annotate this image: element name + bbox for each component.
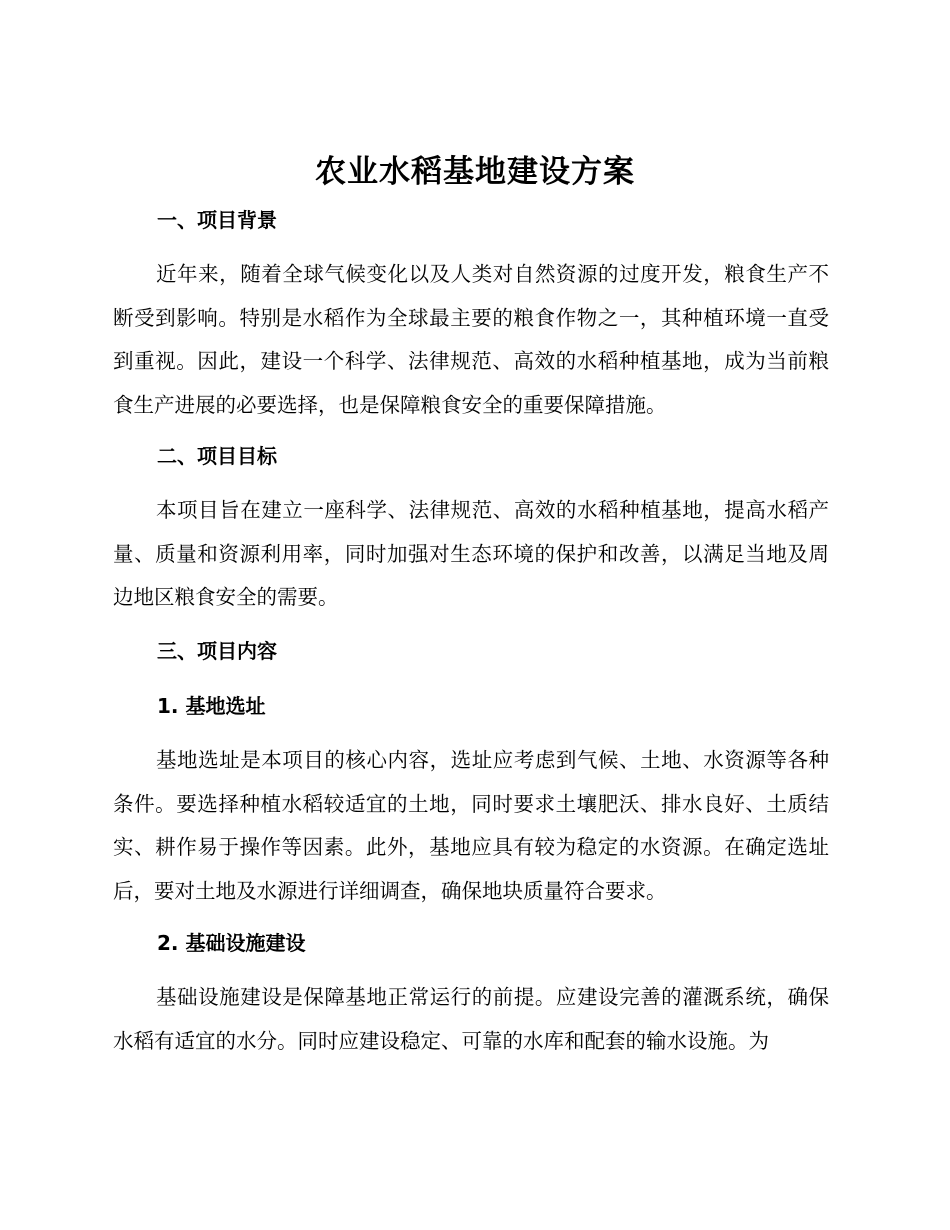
subsection-heading-site-selection: 1. 基地选址 <box>157 694 266 718</box>
section-paragraph-goals: 本项目旨在建立一座科学、法律规范、高效的水稻种植基地，提高水稻产量、质量和资源利用率，同时加强对生态环境的保护和改善，以满足当地及周边地区粮食安全的需要。 <box>113 498 829 609</box>
document-title: 农业水稻基地建设方案 <box>315 154 635 190</box>
subsection-heading-infrastructure: 2. 基础设施建设 <box>157 931 306 955</box>
section-heading-goals: 二、项目目标 <box>157 444 277 468</box>
subsection-paragraph-site-selection: 基地选址是本项目的核心内容，选址应考虑到气候、土地、水资源等各种条件。要选择种植水稻较适宜的土地，同时要求土壤肥沃、排水良好、土质结实、耕作易于操作等因素。此外，基地应具有较为稳定的水资源。在确定选址后，要对土地及水源进行详细调查，确保地块质量符合要求。 <box>113 748 829 903</box>
section-heading-background: 一、项目背景 <box>157 208 277 232</box>
section-heading-content: 三、项目内容 <box>157 639 277 663</box>
section-paragraph-background: 近年来，随着全球气候变化以及人类对自然资源的过度开发，粮食生产不断受到影响。特别是水稻作为全球最主要的粮食作物之一，其种植环境一直受到重视。因此，建设一个科学、法律规范、高效的水稻种植基地，成为当前粮食生产进展的必要选择，也是保障粮食安全的重要保障措施。 <box>113 262 829 417</box>
subsection-paragraph-infrastructure: 基础设施建设是保障基地正常运行的前提。应建设完善的灌溉系统，确保水稻有适宜的水分。同时应建设稳定、可靠的水库和配套的输水设施。为 <box>113 985 829 1053</box>
